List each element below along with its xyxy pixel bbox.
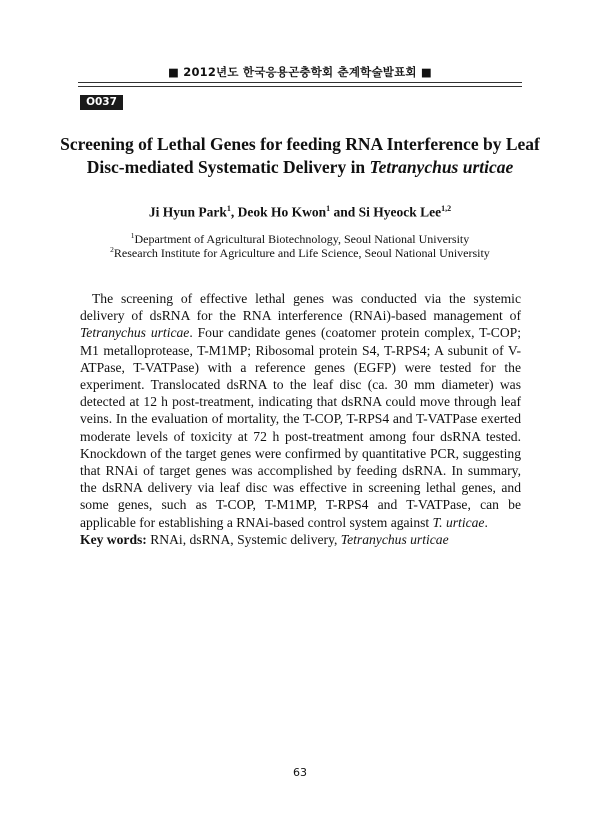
keywords-species: Tetranychus urticae — [340, 532, 449, 547]
abstract-text: The screening of effective lethal genes was conducted via the systemic delivery of dsRNA for the RNA interference (RNAi)-based management of — [80, 291, 521, 324]
author-name: Si Hyeock Lee — [358, 204, 442, 220]
keywords-label: Key words: — [80, 532, 147, 547]
author-sup: 1 — [226, 204, 231, 213]
author-name: Deok Ho Kwon — [237, 204, 327, 220]
paper-title — [60, 133, 540, 179]
affiliation-text: Department of Agricultural Biotechnology, Seoul National University — [134, 232, 470, 246]
author-separator: , — [230, 204, 238, 220]
title-line-1: Screening of Lethal Genes for feeding RNA Interference by Leaf — [60, 134, 540, 154]
author-separator: and — [330, 204, 359, 220]
affiliation-sup: 2 — [110, 245, 114, 254]
affiliation-sup: 1 — [130, 231, 135, 240]
affiliation-text: Research Institute for Agriculture and Life Science, Seoul National University — [113, 246, 490, 260]
abstract-species-italic: Tetranychus urticae — [80, 325, 190, 341]
header-rule-secondary — [78, 86, 522, 87]
abstract-text: . — [484, 514, 488, 530]
keywords — [80, 532, 521, 548]
header-rule — [78, 82, 522, 83]
affiliation-2 — [60, 243, 540, 260]
title-line-2-prefix: Disc-mediated Systematic Delivery in — [86, 157, 370, 177]
abstract-text: . Four candidate genes (coatomer protein complex, T-COP; M1 metalloprotease, T-M1MP; Ribosomal protein S4, T-RPS4; A subunit of V-ATPase, T-VATPase) with a reference genes (EGFP) were tested for the experiment. Translocated dsRNA to the leaf disc (ca. 30 mm diameter) was detected at 12 h post-treatment, indicating that dsRNA could move through leaf veins. In the evaluation of mortality, the T-COP, T-RPS4 and T-VATPase exerted moderate levels of toxicity at 72 h post-treatment among four dsRNA tested. Knockdown of the target genes were confirmed by quantitative PCR, suggesting that RNAi of target genes was accomplished by feeding dsRNA. In summary, the dsRNA delivery via leaf disc was effective in screening lethal genes, and some genes, such as T-COP, T-M1MP, T-RPS4 and T-VATPase, can be applicable for establishing a RNAi-based control system against — [80, 325, 521, 530]
running-header: ■ 2012년도 한국응용곤충학회 춘계학술발표회 ■ — [167, 65, 432, 79]
author-list — [60, 204, 540, 221]
author-name: Ji Hyun Park — [148, 204, 227, 220]
title-species: Tetranychus urticae — [369, 157, 514, 177]
page-number: 63 — [293, 766, 307, 779]
abstract-code-badge: O037 — [80, 95, 123, 110]
abstract-body — [80, 290, 521, 531]
keywords-list: RNAi, dsRNA, Systemic delivery, — [146, 532, 341, 547]
author-sup: 1,2 — [441, 204, 452, 213]
author-sup: 1 — [326, 204, 331, 213]
abstract-species-italic: T. urticae — [432, 514, 485, 530]
